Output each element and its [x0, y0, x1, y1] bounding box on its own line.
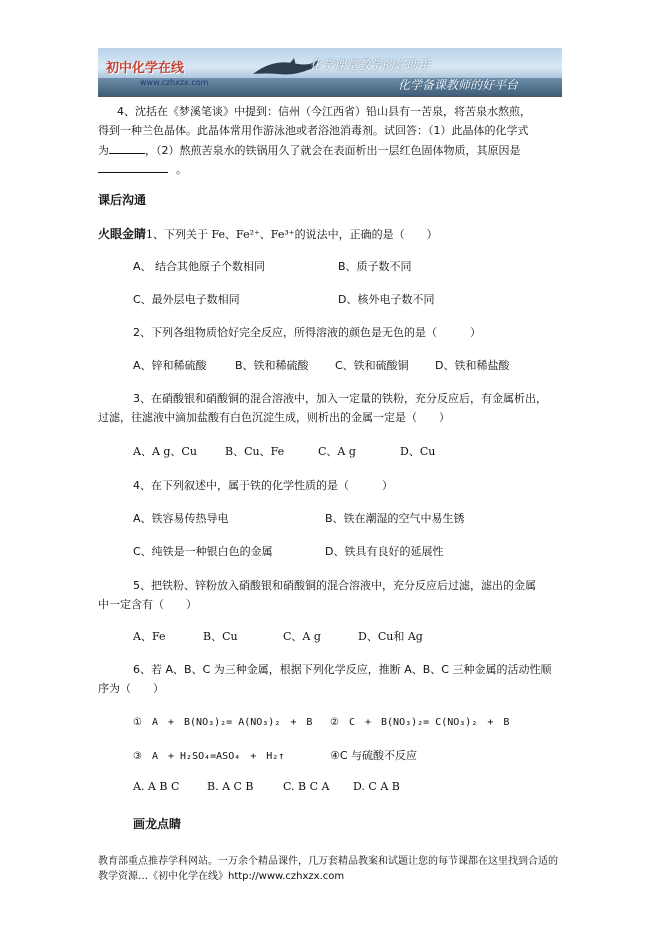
q6-option-c[interactable]: C. B C A [283, 780, 330, 793]
header-banner [98, 48, 562, 96]
q5-line-1: 5、把铁粉、锌粉放入硝酸银和硝酸铜的混合溶液中，充分反应后过滤，滤出的金属 [133, 579, 536, 592]
q5-option-c[interactable]: C、A g [283, 630, 321, 643]
q4-line-3-text: ，（2）熬煎苦泉水的铁锅用久了就会在表面析出一层红色固体物质，其原因是 [145, 144, 521, 157]
header-rule [98, 96, 562, 97]
q1-text: 1、下列关于 Fe、Fe²⁺、Fe³⁺的说法中，正确的是（ ） [146, 228, 438, 241]
q6-reaction-2: ② C + B(NO₃)₂= C(NO₃)₂ + B [330, 717, 510, 728]
section-finishing: 画龙点睛 [133, 817, 182, 831]
q2-option-b[interactable]: B、铁和稀硫酸 [235, 359, 309, 372]
q6-reaction-1: ① A + B(NO₃)₂= A(NO₃)₂ + B [133, 717, 313, 728]
q6-line-1: 6、若 A、B、C 为三种金属，根据下列化学反应，推断 A、B、C 三种金属的活动性顺 [133, 663, 552, 676]
q5-option-b[interactable]: B、Cu [203, 630, 238, 643]
q2-text: 2、下列各组物质恰好完全反应，所得溶液的颜色是无色的是（ ） [133, 326, 481, 339]
site-url[interactable]: www.czhxzx.com [140, 78, 209, 87]
q3-line-1: 3、在硝酸银和硝酸铜的混合溶液中，加入一定量的铁粉，充分反应后，有金属析出， [133, 392, 547, 405]
q4b-option-c[interactable]: C、纯铁是一种银白色的金属 [133, 545, 273, 558]
q5-line-2: 中一定含有（ ） [98, 598, 197, 611]
q4b-option-a[interactable]: A、铁容易传热导电 [133, 512, 229, 525]
q4-line-3 [98, 141, 521, 158]
q3-option-d[interactable]: D、Cu [400, 445, 436, 458]
fire-eyes-label: 火眼金睛 [98, 227, 147, 241]
q4b-option-b[interactable]: B、铁在潮湿的空气中易生锈 [325, 512, 465, 525]
q6-reaction-3: ③ A + H₂SO₄=ASO₄ + H₂↑ [133, 751, 285, 762]
answer-blank-2[interactable] [98, 160, 168, 173]
q5-option-d[interactable]: D、Cu和 Ag [358, 630, 423, 643]
footer-line-2[interactable]: 教学资源…《初中化学在线》http://www.czhxzx.com [98, 871, 345, 882]
q1-option-d[interactable]: D、核外电子数不同 [338, 293, 435, 306]
q2-option-a[interactable]: A、锌和稀硫酸 [133, 359, 207, 372]
q6-option-d[interactable]: D. C A B [353, 780, 400, 793]
section-after-class: 课后沟通 [98, 193, 147, 207]
q3-option-b[interactable]: B、Cu、Fe [225, 445, 285, 458]
q3-line-2: 过滤，往滤液中滴加盐酸有白色沉淀生成，则析出的金属一定是（ ） [98, 411, 450, 424]
q4-line-1: 4、沈括在《梦溪笔谈》中提到：信州（今江西省）铅山县有一苦泉，将苦泉水熬煎， [117, 105, 531, 118]
q1-line [98, 225, 438, 242]
banner-slogan-1: 化学课堂教学的好助手 [310, 58, 431, 72]
q2-option-c[interactable]: C、铁和硫酸铜 [335, 359, 409, 372]
q6-line-2: 序为（ ） [98, 682, 164, 695]
banner-slogan-2: 化学备课教师的好平台 [398, 78, 519, 92]
q4-line-4 [98, 160, 187, 177]
q4b-text: 4、在下列叙述中，属于铁的化学性质的是（ ） [133, 479, 393, 492]
q3-option-a[interactable]: A、A g、Cu [133, 445, 197, 458]
q4-line-2: 得到一种兰色晶体。此晶体常用作游泳池或者浴池消毒剂。试回答：（1）此晶体的化学式 [98, 124, 529, 137]
q6-option-b[interactable]: B. A C B [207, 780, 254, 793]
answer-blank-1[interactable] [109, 141, 145, 154]
footer-line-1: 教育部重点推荐学科网站。一万余个精品课件，几万套精品教案和试题让您的每节课都在这里找到合适的 [98, 856, 558, 867]
q1-option-a[interactable]: A、 结合其他原子个数相同 [133, 260, 266, 273]
q2-option-d[interactable]: D、铁和稀盐酸 [435, 359, 510, 372]
q4-line-4-end: 。 [176, 163, 187, 176]
q6-option-a[interactable]: A. A B C [133, 780, 180, 793]
site-logo[interactable]: 初中化学在线 [106, 61, 185, 76]
q1-option-c[interactable]: C、最外层电子数相同 [133, 293, 240, 306]
page-footer [98, 854, 558, 884]
q1-option-b[interactable]: B、质子数不同 [338, 260, 412, 273]
q4-line-3-prefix: 为 [98, 144, 109, 157]
q5-option-a[interactable]: A、Fe [133, 630, 166, 643]
q4b-option-d[interactable]: D、铁具有良好的延展性 [325, 545, 444, 558]
q3-option-c[interactable]: C、A g [318, 445, 356, 458]
q6-reaction-4: ④C 与硫酸不反应 [330, 749, 418, 762]
